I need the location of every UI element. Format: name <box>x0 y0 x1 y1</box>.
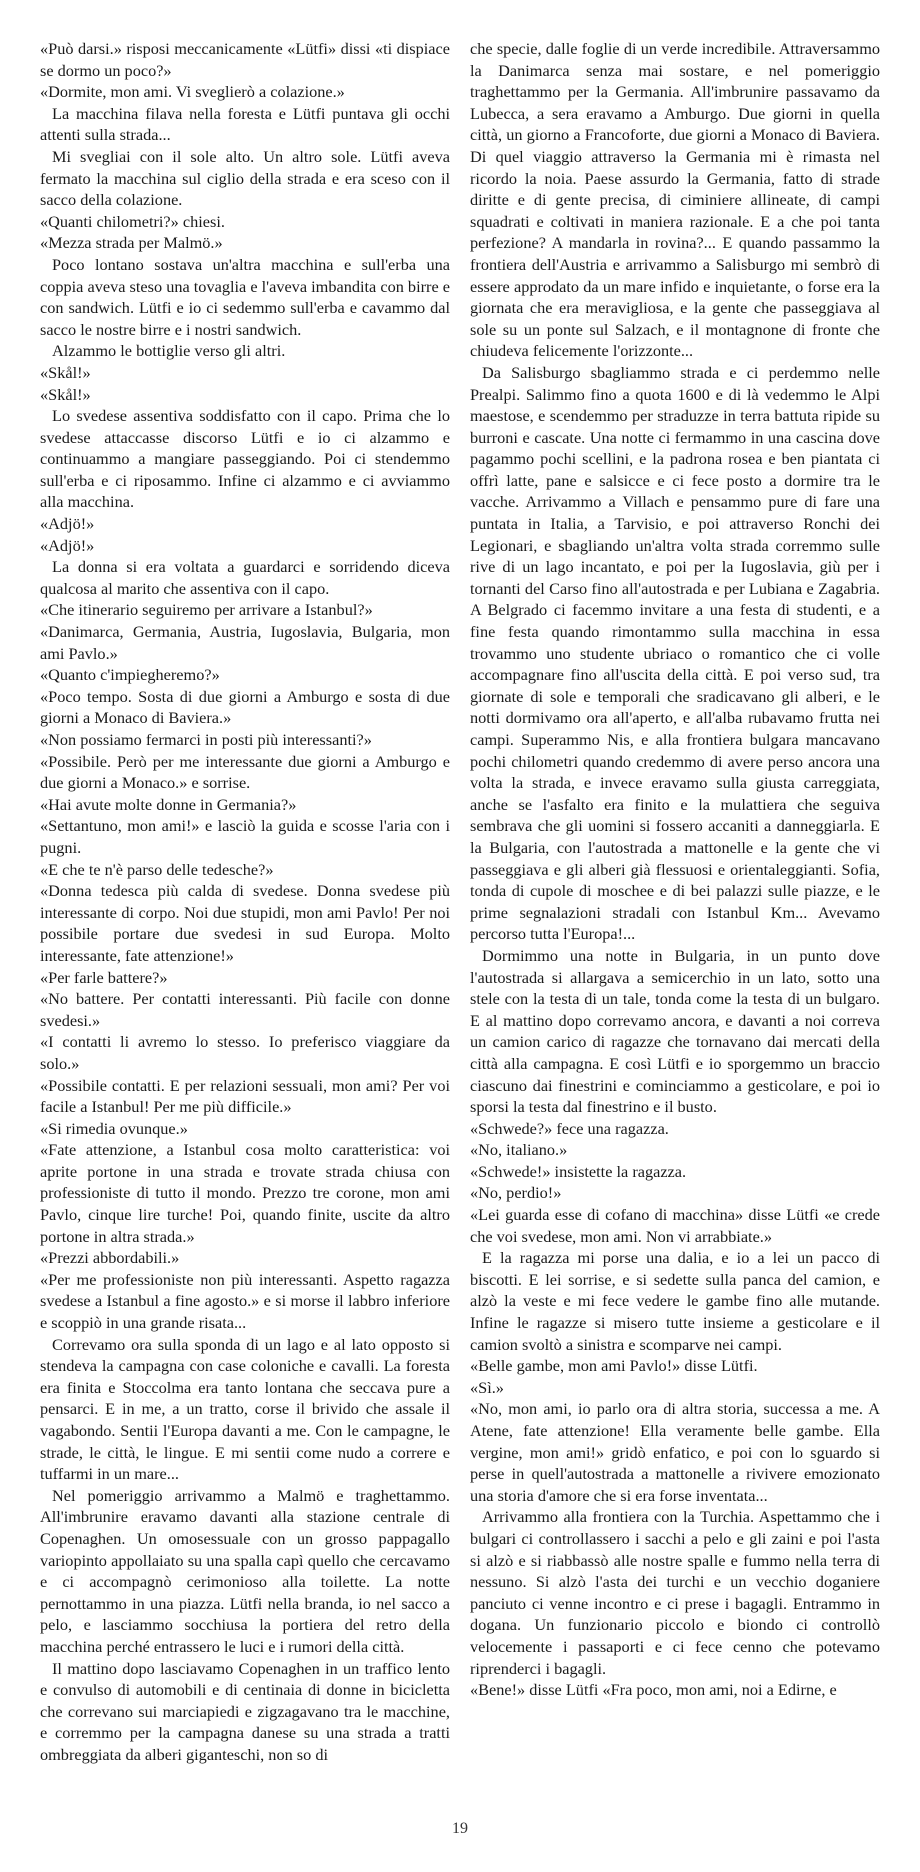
paragraph: «Poco tempo. Sosta di due giorni a Amburgo e sosta di due giorni a Monaco di Baviera.» <box>40 686 450 728</box>
page-number: 19 <box>452 1820 468 1837</box>
paragraph: «No, italiano.» <box>470 1140 568 1160</box>
paragraph: «Che itinerario seguiremo per arrivare a Istanbul?» <box>40 600 373 620</box>
paragraph: «Si rimedia ovunque.» <box>40 1118 188 1138</box>
text-columns <box>40 38 880 1803</box>
paragraph: Mi svegliai con il sole alto. Un altro sole. Lütfi aveva fermato la macchina sul ciglio della strada e era sceso con il sacco della colazione. <box>40 146 450 210</box>
paragraph: «Belle gambe, mon ami Pavlo!» disse Lütfi. <box>470 1356 758 1376</box>
paragraph: «No battere. Per contatti interessanti. Più facile con donne svedesi.» <box>40 989 450 1030</box>
paragraph: «Bene!» disse Lütfi «Fra poco, mon ami, noi a Edirne, e <box>470 1680 837 1700</box>
paragraph: Nel pomeriggio arrivammo a Malmö e traghettammo. All'imbrunire eravamo davanti alla stazione centrale di Copenaghen. Un omosessuale con un grosso pappagallo variopinto appollaiato su una spalla capì quello che cercavamo e ci accompagnò cerimonioso alla toilette. La notte pernottammo in una piazza. Lütfi nella branda, io nel sacco a pelo, e lasciammo socchiusa la portiera del retro della macchina perché entrassero le luci e i rumori della città. <box>40 1485 450 1656</box>
paragraph: «Mezza strada per Malmö.» <box>40 233 223 253</box>
paragraph: «Skål!» <box>40 362 91 382</box>
paragraph: «Lei guarda esse di cofano di macchina» disse Lütfi «e crede che voi svedese, mon ami. Non vi arrabbiate.» <box>470 1205 880 1246</box>
paragraph: «E che te n'è parso delle tedesche?» <box>40 859 274 879</box>
paragraph: «Quanti chilometri?» chiesi. <box>40 211 225 231</box>
paragraph: «Adjö!» <box>40 535 95 555</box>
paragraph: «Schwede?» fece una ragazza. <box>470 1118 669 1138</box>
paragraph: La macchina filava nella foresta e Lütfi puntava gli occhi attenti sulla strada... <box>40 103 450 145</box>
paragraph: «Per farle battere?» <box>40 967 168 987</box>
paragraph: «Quanto c'impiegheremo?» <box>40 665 220 685</box>
paragraph: «Donna tedesca più calda di svedese. Donna svedese più interessante di corpo. Noi due stupidi, mon ami Pavlo! Per noi possibile portare due svedesi in sud Europa. Molto interessante, fate attenzione!» <box>40 881 450 965</box>
paragraph: Poco lontano sostava un'altra macchina e sull'erba una coppia aveva steso una tovaglia e l'aveva imbandita con birre e con sandwich. Lütfi e io ci sedemmo sull'erba e cavammo dal sacco le nostre birre e i nostri sandwich. <box>40 254 450 339</box>
paragraph: Lo svedese assentiva soddisfatto con il capo. Prima che lo svedese attaccasse discorso Lütfi e io ci alzammo e continuammo a mangiare passeggiando. Poi ci stendemmo sull'erba e ci riposammo. Infine ci alzammo e ci avviammo alla macchina. <box>40 406 450 512</box>
paragraph: «Possibile. Però per me interessante due giorni a Amburgo e due giorni a Monaco.» e sorrise. <box>40 751 450 793</box>
right-column <box>470 38 880 1803</box>
paragraph: Dormimmo una notte in Bulgaria, in un punto dove l'autostrada si allargava a semicerchio in un lato, sotto una stele con la testa di un tale, tonda come la testa di un bulgaro. E al mattino dopo correvamo ancora, e davanti a noi correva un camion carico di ragazze che tornavano dai mercati della città alla campagna. E così Lütfi e io sporgemmo un braccio ciascuno dai finestrini e cominciammo a gesticolare, e poi io sporsi la testa dal finestrino e il busto. <box>470 945 880 1117</box>
paragraph: «Può darsi.» risposi meccanicamente «Lütfi» dissi «ti dispiace se dormo un poco?» <box>40 39 450 80</box>
paragraph: «Prezzi abbordabili.» <box>40 1248 180 1268</box>
paragraph: Correvamo ora sulla sponda di un lago e al lato opposto si stendeva la campagna con case coloniche e cavalli. La foresta era finita e Stoccolma era tanto lontana che seccava pure a pensarci. E in me, a un tratto, corse il brivido che assale il vagabondo. Sentii l'Europa davanti a me. Con le campagne, le strade, le città, le lingue. E mi sentii come nudo a correre e tuffarmi in un mare... <box>40 1334 450 1484</box>
paragraph: Il mattino dopo lasciavamo Copenaghen in un traffico lento e convulso di automobili e di centinaia di donne in bicicletta che correvano sui marciapiedi e zigzagavano tra le macchine, e corremmo per la campagna danese su una strada a tratti ombreggiata da alberi giganteschi, non so di <box>40 1658 450 1764</box>
paragraph: «I contatti li avremo lo stesso. Io preferisco viaggiare da solo.» <box>40 1032 450 1073</box>
paragraph: «Schwede!» insistette la ragazza. <box>470 1161 687 1181</box>
paragraph: «Adjö!» <box>40 514 95 534</box>
paragraph: Da Salisburgo sbagliammo strada e ci perdemmo nelle Prealpi. Salimmo fino a quota 1600 e di là vedemmo le Alpi maestose, e scendemmo per straduzze in terra battuta ripide su burroni e cascate. Una notte ci fermammo in una cascina dove pagammo pochi scellini, e la padrona rosea e ben piantata ci offrì latte, pane e salsicce e ci fece posto a dormire tra le vacche. Arrivammo a Villach e pensammo pure di fare una puntata in Italia, a Tarvisio, e poi attraverso Ronchi dei Legionari, e sbagliando un'altra volta strada corremmo sulle rive di un lago incantato, e poi per la Iugoslavia, giù per i tornanti del Carso fino all'autostrada e per Lubiana e Zagabria. A Belgrado ci facemmo invitare a una festa di studenti, e a fine festa quando rimontammo sulla macchina in essa trovammo uno studente ubriaco o romantico che ci volle accompagnare fino all'uscita della città. E poi verso sud, tra giornate di sole e temporali che sradicavano gli alberi, e le notti dormivamo ora all'aperto, e all'alba rubavamo frutta nei campi. Superammo Nis, e alla frontiera bulgara mancavano pochi chilometri quando credemmo di avere perso ancora una volta la strada, e invece eravamo sulla giusta carreggiata, anche se l'asfalto era finito e la mulattiera che seguiva sembrava che gli uomini si fossero accaniti a danneggiarla. E la Bulgaria, con l'autostrada a mattonelle e la gente che vi passeggiava e gli alberi già flessuosi e orientaleggianti. Sofia, tonda di cupole di moschee e di bei palazzi sulle piazze, e le prime segnalazioni stradali con Istanbul Km... Avevamo percorso tutta l'Europa!... <box>470 362 880 944</box>
paragraph: «No, mon ami, io parlo ora di altra storia, successa a me. A Atene, fate attenzione! Ella veramente belle gambe. Ella vergine, mon ami!» gridò enfatico, e poi con lo sguardo si perse in quell'autostrada a mattonelle a rivivere emozionato una storia d'amore che si era forse inventata... <box>470 1399 880 1505</box>
paragraph: La donna si era voltata a guardarci e sorridendo diceva qualcosa al marito che assentiva con il capo. <box>40 557 450 598</box>
paragraph: che specie, dalle foglie di un verde incredibile. Attraversammo la Danimarca senza mai sostare, e nel pomeriggio traghettammo per la Germania. All'imbrunire passavamo da Lubecca, a sera eravamo a Amburgo. Due giorni in quella città, un giorno a Francoforte, due giorni a Monaco di Baviera. Di quel viaggio attraverso la Germania mi è rimasta nel ricordo la noia. Paese assurdo la Germania, fatto di strade diritte e di gente precisa, di ciminiere allineate, di campi squadrati e coltivati in maniera razionale. E a che poi tanta perfezione? A mandarla in rovina?... E quando passammo la frontiera dell'Austria e arrivammo a Salisburgo mi sembrò di essere approdato da un mare infido e inquietante, o forse era la giornata che era meravigliosa, e la gente che passeggiava al sole su un ponte sul Salzach, e il montagnone di fronte che chiudeva felicemente l'orizzonte... <box>470 39 880 361</box>
paragraph: «Possibile contatti. E per relazioni sessuali, mon ami? Per voi facile a Istanbul! Per me più difficile.» <box>40 1075 450 1117</box>
paragraph: «Per me professioniste non più interessanti. Aspetto ragazza svedese a Istanbul a fine agosto.» e si morse il labbro inferiore e scoppiò in una grande risata... <box>40 1269 450 1333</box>
paragraph: «Danimarca, Germania, Austria, Iugoslavia, Bulgaria, mon ami Pavlo.» <box>40 622 450 663</box>
left-column <box>40 38 450 1803</box>
paragraph: Arrivammo alla frontiera con la Turchia. Aspettammo che i bulgari ci controllassero i sacchi a pelo e gli zaini e poi l'asta si alzò e si riabbassò alle nostre spalle e fummo nella terra di nessuno. Si alzò l'asta dei turchi e un vecchio doganiere panciuto ci venne incontro e ci prese i bagagli. Entrammo in dogana. Un funzionario piccolo e biondo ci controllò velocemente i passaporti e ci fece cenno che potevamo riprenderci i bagagli. <box>470 1507 880 1678</box>
paragraph: «Fate attenzione, a Istanbul cosa molto caratteristica: voi aprite portone in una strada e trovate strada chiusa con professioniste di tutto il mondo. Prezzo tre corone, mon ami Pavlo, cinque lire turche! Poi, quando finite, uscite da altro portone in altra strada.» <box>40 1140 450 1246</box>
paragraph: «Skål!» <box>40 384 91 404</box>
paragraph: E la ragazza mi porse una dalia, e io a lei un pacco di biscotti. E lei sorrise, e si sedette sulla panca del camion, e alzò la veste e mi fece vedere le gambe fino alle mutande. Infine le ragazze si misero tutte insieme a gesticolare e il camion svoltò a sinistra e scomparve nei campi. <box>470 1248 880 1354</box>
paragraph: «Sì.» <box>470 1377 504 1397</box>
paragraph: Alzammo le bottiglie verso gli altri. <box>52 341 286 361</box>
paragraph: «No, perdio!» <box>470 1183 562 1203</box>
paragraph: «Settantuno, mon ami!» e lasciò la guida e scosse l'aria con i pugni. <box>40 816 450 857</box>
paragraph: «Dormite, mon ami. Vi sveglierò a colazione.» <box>40 82 345 102</box>
paragraph: «Hai avute molte donne in Germania?» <box>40 794 297 814</box>
paragraph: «Non possiamo fermarci in posti più interessanti?» <box>40 730 372 749</box>
